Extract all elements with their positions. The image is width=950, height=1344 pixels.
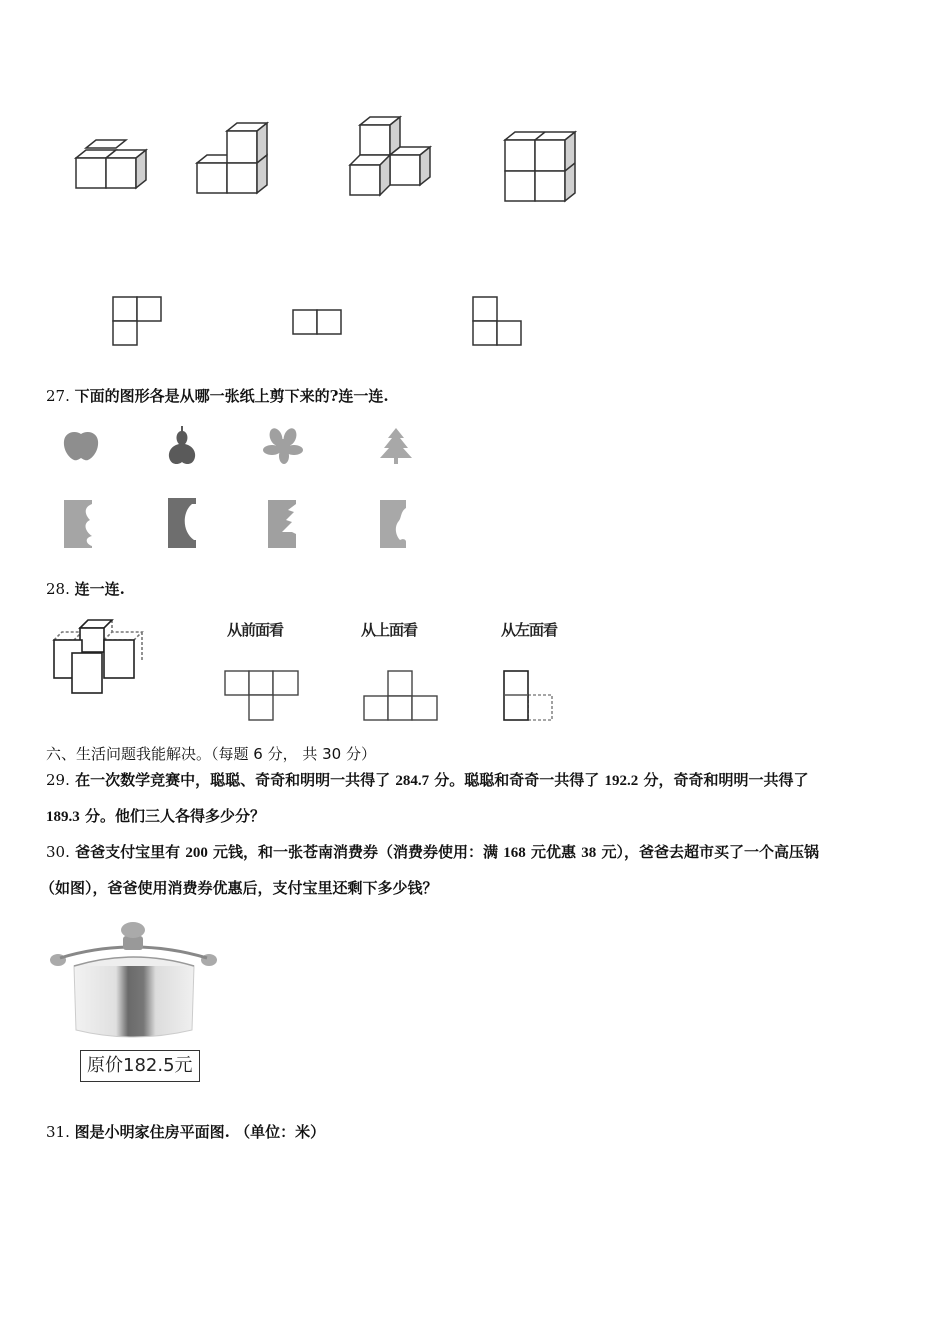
q30-number: 30.: [46, 843, 70, 861]
q28-number: 28.: [46, 580, 70, 598]
apple-cutout-icon: [61, 426, 101, 466]
label-top-view: 从上面看: [361, 621, 418, 639]
clover-flower-cutout-icon: [262, 426, 304, 466]
section-6-heading: 六、生活问题我能解决。（每题 6 分， 共 30 分）: [46, 745, 376, 763]
q29-line-2: [46, 806, 265, 827]
q29-number: 29.: [46, 771, 70, 789]
q30-balance: 200: [185, 845, 208, 861]
q30-text-c: 元优惠: [525, 843, 582, 861]
label-left-view: 从左面看: [501, 621, 558, 639]
q27-question: [46, 386, 389, 406]
q29-text-a: 在一次数学竞赛中，聪聪、奇奇和明明一共得了: [75, 771, 396, 789]
view-shape-2: [292, 309, 342, 335]
q28-text: 连一连.: [74, 580, 125, 598]
cube-figure-a: [76, 138, 151, 190]
paper-apple-cut-icon: [380, 500, 410, 548]
left-view-shape: [503, 670, 555, 722]
q29-qiqi-mingming-score: 189.3: [46, 809, 80, 825]
view-shape-3: [472, 296, 522, 346]
cube-figure-d: [505, 130, 580, 205]
label-front-view: 从前面看: [227, 621, 284, 639]
top-view-shape: [363, 670, 439, 722]
q29-text-c: 分，奇奇和明明一共得了: [638, 771, 809, 789]
q29-line-1: [46, 770, 809, 791]
q30-line-1: [46, 842, 819, 863]
q30-discount: 38: [581, 845, 597, 861]
q29-text-b: 分。聪聪和奇奇一共得了: [429, 771, 605, 789]
cube-figure-c: [350, 115, 435, 197]
q30-line-2: （如图），爸爸使用消费券优惠后，支付宝里还剩下多少钱？: [40, 879, 438, 897]
pressure-cooker-image: [46, 918, 221, 1048]
q30-text-d: 元），爸爸去超市买了一个高压锅: [596, 843, 819, 861]
paper-tree-cut-icon: [268, 500, 298, 548]
q29-total-score: 284.7: [395, 773, 430, 789]
q29-congcong-qiqi-score: 192.2: [604, 773, 639, 789]
q30-text-a: 爸爸支付宝里有: [75, 843, 186, 861]
q30-text-b: 元钱，和一张苍南消费券（消费券使用：满: [207, 843, 504, 861]
q27-text: 下面的图形各是从哪一张纸上剪下来的?连一连.: [74, 387, 389, 405]
gourd-cutout-icon: [164, 424, 200, 468]
pine-tree-cutout-icon: [378, 426, 414, 466]
paper-curve-cut-icon: [168, 498, 198, 548]
cube-structure-figure: [52, 620, 152, 696]
q28-question: [46, 579, 125, 599]
view-shape-1: [112, 296, 162, 346]
price-tag: 原价182.5元: [80, 1050, 200, 1082]
q29-text-d: 分。他们三人各得多少分？: [79, 807, 265, 825]
q31-question: [46, 1122, 325, 1142]
q31-text: 图是小明家住房平面图. （单位：米）: [74, 1123, 326, 1141]
q27-number: 27.: [46, 387, 70, 405]
q30-threshold: 168: [503, 845, 526, 861]
cube-figure-b: [197, 121, 272, 196]
q31-number: 31.: [46, 1123, 70, 1141]
front-view-shape: [224, 670, 300, 722]
paper-flower-cut-icon: [64, 500, 94, 548]
